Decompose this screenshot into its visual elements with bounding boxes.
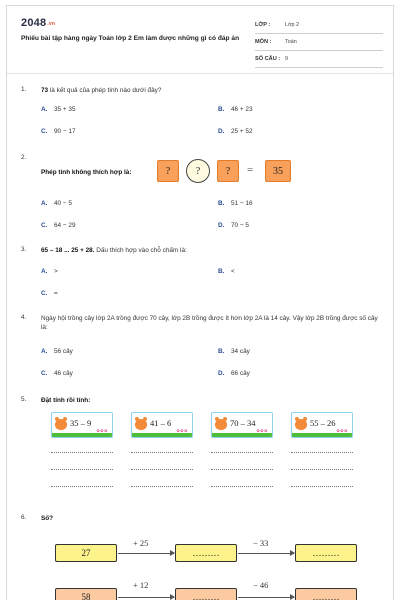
option-text: 46 cây (54, 370, 73, 377)
question-text (41, 86, 386, 95)
calc-card-4 (291, 412, 353, 438)
logo-text: 2048 (21, 17, 47, 29)
site-logo[interactable] (21, 17, 55, 29)
meta-row-count (255, 51, 383, 68)
question-bold-text: 73 (41, 87, 49, 94)
option-text: 90 − 17 (54, 128, 76, 135)
option-b[interactable] (218, 200, 253, 207)
question-number: 1. (21, 86, 27, 93)
option-letter: A. (41, 106, 48, 113)
option-text: 40 − 5 (54, 200, 72, 207)
answer-line[interactable] (131, 452, 193, 453)
option-letter: D. (218, 222, 225, 229)
operation-label: + 12 (133, 580, 149, 590)
meta-label: MÔN : (255, 39, 272, 45)
option-b[interactable] (218, 348, 250, 355)
equals-sign: = (247, 164, 254, 176)
answer-line[interactable] (211, 452, 273, 453)
grass-decoration (212, 433, 272, 437)
option-text: 56 cây (54, 348, 73, 355)
worksheet-header (7, 6, 393, 74)
option-text: 70 − 5 (231, 222, 249, 229)
bear-icon (215, 419, 227, 430)
arrow-right-icon (118, 553, 174, 554)
option-text: = (54, 290, 58, 297)
question-prompt: Đặt tính rồi tính: (41, 397, 91, 404)
calc-expression: 41 – 6 (150, 418, 172, 428)
option-a[interactable] (41, 348, 73, 355)
option-text: 51 − 16 (231, 200, 253, 207)
chain-answer-box[interactable]: ……… (295, 588, 357, 600)
question-body-text: là kết quả của phép tính nào dưới đây? (48, 87, 162, 94)
operation-label: − 33 (253, 538, 269, 548)
flowers-icon: ✿✿✿ (176, 428, 188, 433)
question-prompt: Số? (41, 515, 54, 522)
logo-suffix: .vn (47, 21, 56, 27)
question-number: 2. (21, 154, 27, 161)
chain-start-box: 27 (55, 544, 117, 562)
calc-card-1 (51, 412, 113, 438)
option-text: 25 + 52 (231, 128, 253, 135)
question-bold-text: 65 – 18 ... 25 + 28. (41, 247, 95, 254)
option-letter: B. (218, 200, 225, 207)
answer-line[interactable] (51, 486, 113, 487)
question-number: 4. (21, 314, 27, 321)
bear-icon (55, 419, 67, 430)
option-letter: C. (41, 222, 48, 229)
arrow-right-icon (238, 553, 294, 554)
question-body-text: Dấu thích hợp vào chỗ chấm là: (94, 247, 187, 254)
bear-icon (295, 419, 307, 430)
option-a[interactable] (41, 200, 72, 207)
option-letter: A. (41, 348, 48, 355)
grass-decoration (132, 433, 192, 437)
chain-start-box: 58 (55, 588, 117, 600)
answer-line[interactable] (51, 469, 113, 470)
option-c[interactable] (41, 370, 73, 377)
question-text: Ngày hội trồng cây lớp 2A trồng được 70 cây, lớp 2B trồng được ít hơn lớp 2A là 14 cây. Vậy lớp 2B trồng được số cây là: (41, 315, 378, 331)
unknown-box-2: ? (217, 160, 239, 182)
answer-line[interactable] (211, 469, 273, 470)
question-text (41, 246, 386, 255)
calc-expression: 35 – 9 (70, 418, 92, 428)
option-b[interactable] (218, 106, 253, 113)
flowers-icon: ✿✿✿ (96, 428, 108, 433)
option-letter: D. (218, 370, 225, 377)
answer-line[interactable] (291, 486, 353, 487)
option-text: 35 + 35 (54, 106, 76, 113)
calc-expression: 70 – 34 (230, 418, 256, 428)
meta-value: Lớp 2 (285, 22, 300, 28)
chain-answer-box[interactable]: ……… (295, 544, 357, 562)
option-letter: C. (41, 370, 48, 377)
option-letter: B. (218, 268, 225, 275)
operation-label: − 46 (253, 580, 269, 590)
calc-expression: 55 – 26 (310, 418, 336, 428)
option-letter: A. (41, 200, 48, 207)
option-c[interactable] (41, 290, 58, 297)
meta-value: 9 (285, 56, 288, 62)
chain-answer-box[interactable]: ……… (175, 544, 237, 562)
option-text: < (231, 268, 235, 275)
chain-answer-box[interactable]: ……… (175, 588, 237, 600)
answer-line[interactable] (131, 486, 193, 487)
meta-row-subject (255, 34, 383, 51)
worksheet-title: Phiếu bài tập hàng ngày Toán lớp 2 Em làm được những gì có đáp án (21, 35, 240, 42)
option-letter: B. (218, 348, 225, 355)
worksheet-meta (255, 17, 383, 68)
option-c[interactable] (41, 222, 76, 229)
meta-row-class (255, 17, 383, 34)
question-prompt: Phép tính không thích hợp là: (41, 169, 132, 176)
unknown-operator-circle: ? (186, 159, 210, 183)
worksheet (6, 5, 394, 600)
option-text: 66 cây (231, 370, 250, 377)
calc-card-3 (211, 412, 273, 438)
arrow-right-icon (238, 597, 294, 598)
answer-line[interactable] (211, 486, 273, 487)
option-a[interactable] (41, 268, 58, 275)
option-letter: C. (41, 290, 48, 297)
question-number: 6. (21, 514, 27, 521)
option-letter: B. (218, 106, 225, 113)
unknown-box-1: ? (157, 160, 179, 182)
meta-label: SỐ CÂU : (255, 56, 281, 62)
grass-decoration (292, 433, 352, 437)
calc-card-2 (131, 412, 193, 438)
option-letter: C. (41, 128, 48, 135)
result-box: 35 (265, 160, 291, 182)
option-text: 64 − 29 (54, 222, 76, 229)
option-c[interactable] (41, 128, 76, 135)
option-text: 34 cây (231, 348, 250, 355)
option-text: > (54, 268, 58, 275)
flowers-icon: ✿✿✿ (336, 428, 348, 433)
answer-line[interactable] (51, 452, 113, 453)
option-d[interactable] (218, 370, 250, 377)
answer-line[interactable] (291, 452, 353, 453)
answer-line[interactable] (131, 469, 193, 470)
option-b[interactable] (218, 268, 235, 275)
option-d[interactable] (218, 222, 249, 229)
option-text: 46 + 23 (231, 106, 253, 113)
option-letter: A. (41, 268, 48, 275)
grass-decoration (52, 433, 112, 437)
option-d[interactable] (218, 128, 253, 135)
question-number: 5. (21, 396, 27, 403)
meta-value: Toán (285, 39, 297, 45)
arrow-right-icon (118, 597, 174, 598)
option-letter: D. (218, 128, 225, 135)
option-a[interactable] (41, 106, 76, 113)
question-number: 3. (21, 246, 27, 253)
meta-label: LỚP : (255, 22, 271, 28)
operation-label: + 25 (133, 538, 149, 548)
bear-icon (135, 419, 147, 430)
flowers-icon: ✿✿✿ (256, 428, 268, 433)
answer-line[interactable] (291, 469, 353, 470)
